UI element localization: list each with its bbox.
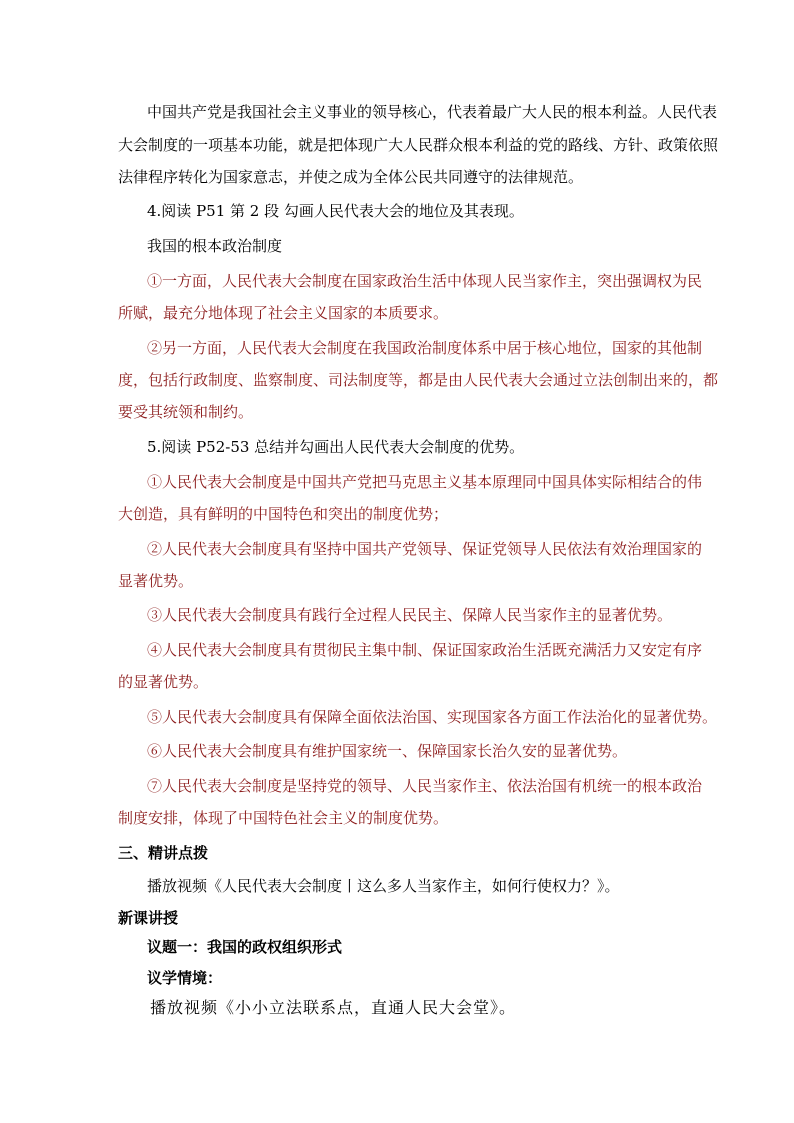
item4-prompt: 4.阅读 P51 第 2 段 勾画人民代表大会的地位及其表现。 [147, 202, 524, 220]
item5-point4-line1: ④人民代表大会制度具有贯彻民主集中制、保证国家政治生活既充满活力又安定有序 [147, 641, 703, 659]
item5-point7-line2: 制度安排，体现了中国特色社会主义的制度优势。 [118, 809, 449, 827]
item5-point7-line1: ⑦人民代表大会制度是坚持党的领导、人民当家作主、依法治国有机统一的根本政治 [147, 777, 703, 795]
section3-heading: 三、精讲点拨 [118, 844, 209, 862]
item5-point2-line1: ②人民代表大会制度具有坚持中国共产党领导、保证党领导人民依法有效治理国家的 [147, 540, 703, 558]
intro-line-2: 大会制度的一项基本功能，就是把体现广大人民群众根本利益的党的路线、方针、政策依照 [118, 136, 719, 154]
intro-line-3: 法律程序转化为国家意志，并使之成为全体公民共同遵守的法律规范。 [118, 168, 584, 186]
item4-point2-line1: ②另一方面，人民代表大会制度在我国政治制度体系中居于核心地位，国家的其他制 [147, 339, 703, 357]
new-lesson-heading: 新课讲授 [118, 909, 179, 927]
item4-point2-line3: 要受其统领和制约。 [118, 403, 254, 421]
topic1-heading: 议题一：我国的政权组织形式 [147, 938, 343, 956]
item5-prompt: 5.阅读 P52-53 总结并勾画出人民代表大会制度的优势。 [147, 438, 525, 456]
item5-point1-line2: 大创造，具有鲜明的中国特色和突出的制度优势； [118, 505, 449, 523]
item5-point1-line1: ①人民代表大会制度是中国共产党把马克思主义基本原理同中国具体实际相结合的伟 [147, 473, 703, 491]
item4-heading: 我国的根本政治制度 [147, 237, 283, 255]
item5-point4-line2: 的显著优势。 [118, 673, 209, 691]
intro-line-1: 中国共产党是我国社会主义事业的领导核心，代表着最广大人民的根本利益。人民代表 [147, 103, 718, 121]
section3-text: 播放视频《人民代表大会制度丨这么多人当家作主，如何行使权力？》。 [147, 877, 620, 895]
item4-point2-line2: 度，包括行政制度、监察制度、司法制度等，都是由人民代表大会通过立法创制出来的，都 [118, 371, 719, 389]
item5-point5-line1: ⑤人民代表大会制度具有保障全面依法治国、实现国家各方面工作法治化的显著优势。 [147, 708, 718, 726]
item4-point1-line2: 所赋，最充分地体现了社会主义国家的本质要求。 [118, 304, 449, 322]
learning-context-text: 播放视频《小小立法联系点，直通人民大会堂》。 [150, 998, 517, 1017]
item5-point2-line2: 显著优势。 [118, 572, 194, 590]
item4-point1-line1: ①一方面，人民代表大会制度在国家政治生活中体现人民当家作主，突出强调权为民 [147, 272, 703, 290]
item5-point3-line1: ③人民代表大会制度具有践行全过程人民民主、保障人民当家作主的显著优势。 [147, 606, 673, 624]
learning-context-label: 议学情境： [147, 969, 223, 987]
item5-point6-line1: ⑥人民代表大会制度具有维护国家统一、保障国家长治久安的显著优势。 [147, 742, 628, 760]
